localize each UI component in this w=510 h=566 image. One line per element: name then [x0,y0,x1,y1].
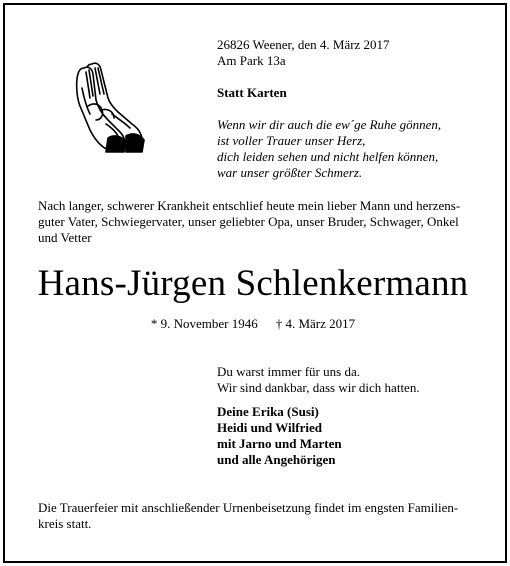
poem-line: war unser größter Schmerz. [217,165,363,180]
place-date: 26826 Weener, den 4. März 2017 [217,37,390,52]
deceased-name: Hans-Jürgen Schlenkermann [37,263,469,304]
life-dates [0,316,506,332]
poem-line: dich leiden sehen und nicht helfen können, [217,149,439,164]
birth-date: * 9. November 1946 [150,316,258,331]
intro-line: und Vetter [38,230,92,245]
praying-hands-icon [62,58,154,154]
footer-line: Die Trauerfeier mit anschließender Urnenbeisetzung findet im engsten Familien- [38,500,459,515]
intro-line: Nach langer, schwerer Krankheit entschlief heute mein lieber Mann und herzens- [38,198,461,213]
mourner-line: Heidi und Wilfried [217,420,322,435]
mourner-line: und alle Angehörigen [217,452,336,467]
death-date: † 4. März 2017 [275,316,356,331]
address: Am Park 13a [217,53,286,68]
poem-line: ist voller Trauer unser Herz, [217,133,366,148]
footer-line: kreis statt. [38,516,92,531]
poem-line: Wenn wir dir auch die ew´ge Ruhe gönnen, [217,117,442,132]
statt-karten: Statt Karten [217,85,287,100]
mourner-line: Deine Erika (Susi) [217,404,319,419]
intro-line: guter Vater, Schwiegervater, unser geliebter Opa, unser Bruder, Schwager, Onkel [38,214,459,229]
farewell-line: Wir sind dankbar, dass wir dich hatten. [217,380,420,395]
mourner-line: mit Jarno und Marten [217,436,342,451]
farewell-line: Du warst immer für uns da. [217,364,360,379]
